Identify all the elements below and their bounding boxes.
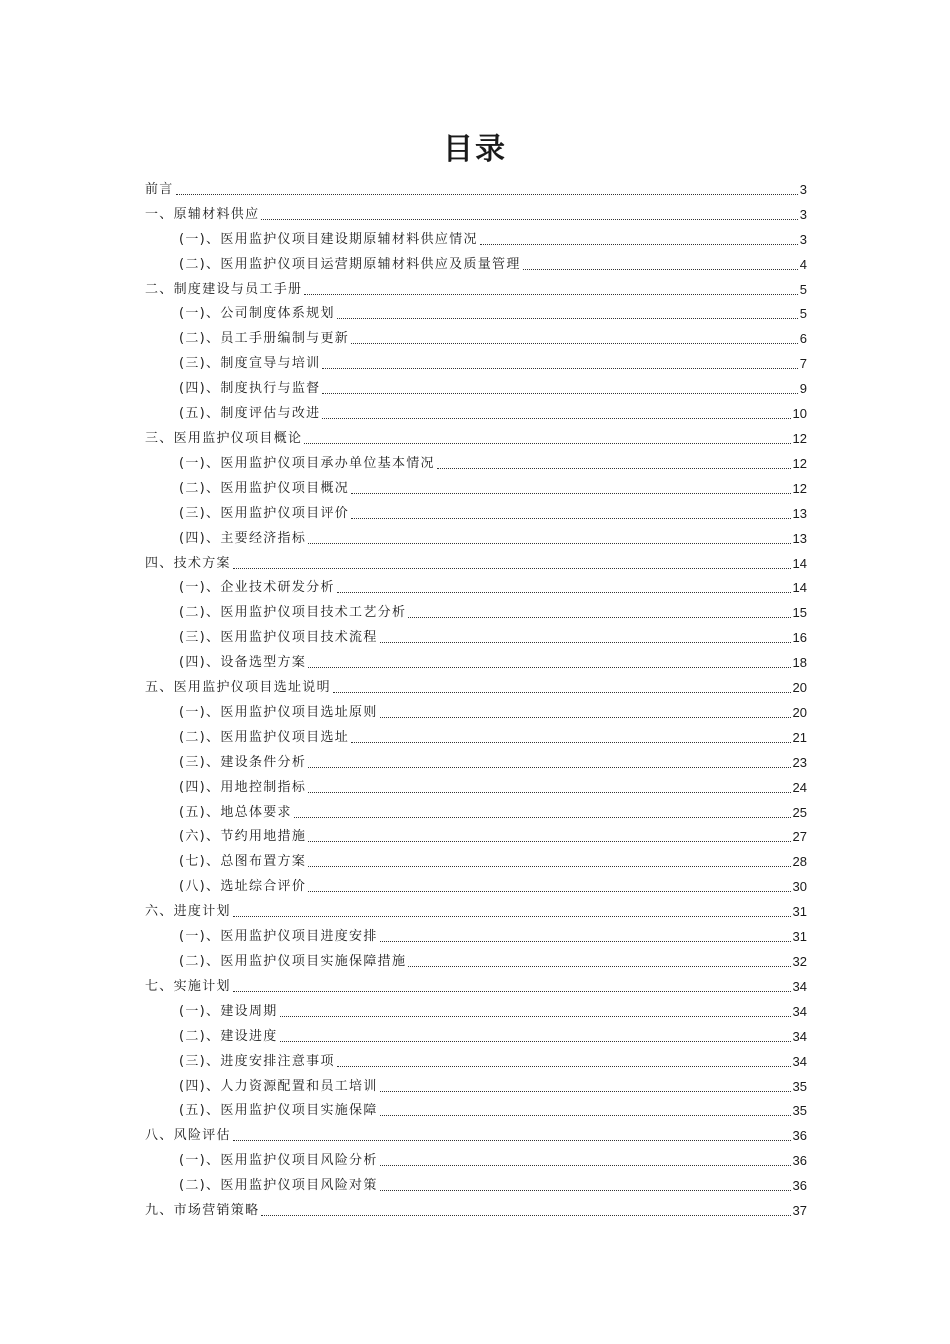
toc-dot-leader: [280, 1041, 791, 1042]
toc-entry-title: (二)、医用监护仪项目技术工艺分析: [179, 605, 407, 621]
toc-page-number: 31: [792, 904, 807, 920]
toc-entry-title: 一、原辅材料供应: [145, 206, 260, 222]
toc-subsection-entry[interactable]: [145, 1021, 807, 1046]
toc-subsection-entry[interactable]: [145, 523, 807, 548]
toc-page-number: 36: [792, 1178, 807, 1194]
toc-entry-title: (四)、设备选型方案: [179, 655, 307, 671]
toc-subsection-entry[interactable]: [145, 1071, 807, 1096]
toc-subsection-entry[interactable]: [145, 996, 807, 1021]
toc-dot-leader: [261, 219, 797, 220]
toc-dot-leader: [294, 817, 791, 818]
toc-dot-leader: [308, 792, 790, 793]
toc-page-number: 32: [792, 954, 807, 969]
toc-page-number: 34: [792, 1003, 807, 1019]
toc-entry-title: 八、风险评估: [145, 1128, 231, 1144]
toc-page-number: 3: [799, 206, 807, 222]
toc-page-number: 37: [792, 1203, 807, 1219]
toc-page-number: 36: [792, 1128, 807, 1144]
toc-page-number: 7: [799, 356, 807, 372]
toc-dot-leader: [233, 991, 791, 992]
toc-subsection-entry[interactable]: [145, 747, 807, 772]
toc-subsection-entry[interactable]: [145, 1145, 807, 1170]
toc-subsection-entry[interactable]: [145, 299, 807, 324]
toc-section-entry[interactable]: [145, 1195, 807, 1220]
toc-page-number: 34: [792, 1028, 807, 1044]
toc-title: 目录: [443, 132, 507, 167]
toc-entry-title: 九、市场营销策略: [145, 1203, 260, 1219]
toc-dot-leader: [351, 343, 798, 344]
toc-entry-title: 六、进度计划: [145, 904, 231, 920]
toc-entry-title: (一)、医用监护仪项目进度安排: [179, 929, 378, 945]
toc-dot-leader: [351, 518, 790, 519]
toc-subsection-entry[interactable]: [145, 647, 807, 672]
toc-subsection-entry[interactable]: [145, 772, 807, 797]
toc-section-entry[interactable]: [145, 672, 807, 697]
toc-section-entry[interactable]: [145, 896, 807, 921]
toc-page-number: 3: [799, 231, 807, 247]
toc-page-number: 31: [792, 929, 807, 945]
toc-dot-leader: [480, 244, 798, 245]
toc-dot-leader: [233, 568, 791, 569]
toc-entry-title: 二、制度建设与员工手册: [145, 281, 303, 297]
toc-page-number: 20: [792, 680, 807, 696]
toc-entry-title: (三)、建设条件分析: [179, 754, 307, 770]
toc-page-number: 23: [792, 754, 807, 770]
toc-dot-leader: [233, 1140, 791, 1141]
toc-section-entry[interactable]: [145, 548, 807, 573]
toc-page-number: 14: [792, 580, 807, 596]
toc-entry-title: (五)、制度评估与改进: [179, 406, 321, 422]
toc-subsection-entry[interactable]: [145, 373, 807, 398]
toc-entry-title: (七)、总图布置方案: [179, 854, 307, 870]
toc-subsection-entry[interactable]: [145, 822, 807, 847]
toc-entry-title: (二)、医用监护仪项目实施保障措施: [179, 954, 407, 969]
toc-dot-leader: [380, 1115, 791, 1116]
toc-page-number: 34: [792, 1053, 807, 1069]
toc-section-entry[interactable]: [145, 971, 807, 996]
toc-entry-title: 五、医用监护仪项目选址说明: [145, 680, 331, 696]
toc-entry-title: 四、技术方案: [145, 555, 231, 571]
toc-dot-leader: [333, 692, 791, 693]
toc-entry-title: (五)、地总体要求: [179, 804, 292, 820]
toc-entry-title: (八)、选址综合评价: [179, 879, 307, 895]
toc-entry-title: 前言: [145, 181, 174, 197]
toc-subsection-entry[interactable]: [145, 797, 807, 822]
toc-page-number: 4: [799, 256, 807, 272]
toc-dot-leader: [308, 667, 790, 668]
toc-dot-leader: [408, 617, 790, 618]
toc-page-number: 30: [792, 879, 807, 895]
toc-dot-leader: [176, 194, 798, 195]
toc-subsection-entry[interactable]: [145, 398, 807, 423]
toc-entry-title: (四)、主要经济指标: [179, 530, 307, 546]
toc-page-number: 5: [799, 306, 807, 322]
toc-entry-title: (三)、制度宣导与培训: [179, 356, 321, 372]
toc-dot-leader: [322, 418, 790, 419]
toc-subsection-entry[interactable]: [145, 921, 807, 946]
toc-subsection-entry[interactable]: [145, 871, 807, 896]
toc-subsection-entry[interactable]: [145, 573, 807, 598]
toc-entry-title: (四)、用地控制指标: [179, 779, 307, 795]
toc-subsection-entry[interactable]: [145, 249, 807, 274]
toc-entry-title: (一)、医用监护仪项目风险分析: [179, 1153, 378, 1169]
toc-subsection-entry[interactable]: [145, 473, 807, 498]
toc-page-number: 13: [792, 505, 807, 521]
toc-page-number: 6: [799, 331, 807, 347]
toc-entry-title: (一)、企业技术研发分析: [179, 580, 335, 596]
toc-page-number: 14: [792, 555, 807, 571]
toc-section-entry[interactable]: [145, 199, 807, 224]
toc-dot-leader: [322, 368, 797, 369]
toc-entry-title: (一)、公司制度体系规划: [179, 306, 335, 322]
toc-subsection-entry[interactable]: [145, 224, 807, 249]
toc-dot-leader: [380, 941, 791, 942]
toc-dot-leader: [380, 642, 791, 643]
toc-dot-leader: [322, 393, 797, 394]
toc-entry-title: (三)、医用监护仪项目评价: [179, 505, 350, 521]
toc-entry-title: (三)、医用监护仪项目技术流程: [179, 630, 378, 646]
toc-dot-leader: [380, 1190, 791, 1191]
toc-entry-title: (二)、员工手册编制与更新: [179, 331, 350, 347]
toc-section-entry[interactable]: [145, 1120, 807, 1145]
toc-subsection-entry[interactable]: [145, 697, 807, 722]
toc-page-number: 25: [792, 804, 807, 820]
toc-page-number: 35: [792, 1078, 807, 1094]
toc-page-number: 28: [792, 854, 807, 870]
toc-subsection-entry[interactable]: [145, 946, 807, 971]
toc-page-number: 3: [799, 181, 807, 197]
toc-dot-leader: [437, 468, 791, 469]
toc-dot-leader: [380, 1165, 791, 1166]
toc-list: [145, 174, 807, 1220]
toc-entry-title: (三)、进度安排注意事项: [179, 1053, 335, 1069]
toc-page-number: 16: [792, 630, 807, 646]
toc-page-number: 10: [792, 406, 807, 422]
toc-entry-title: (六)、节约用地措施: [179, 829, 307, 845]
toc-page-number: 13: [792, 530, 807, 546]
toc-page-number: 15: [792, 605, 807, 621]
toc-dot-leader: [408, 966, 790, 967]
toc-page-number: 36: [792, 1153, 807, 1169]
toc-section-entry[interactable]: [145, 174, 807, 199]
toc-dot-leader: [308, 543, 790, 544]
toc-page-number: 20: [792, 704, 807, 720]
toc-page-number: 27: [792, 829, 807, 845]
toc-page-number: 12: [792, 455, 807, 471]
toc-entry-title: (二)、建设进度: [179, 1028, 278, 1044]
toc-entry-title: (一)、医用监护仪项目承办单位基本情况: [179, 455, 435, 471]
toc-entry-title: (四)、人力资源配置和员工培训: [179, 1078, 378, 1094]
toc-entry-title: (一)、医用监护仪项目建设期原辅材料供应情况: [179, 231, 478, 247]
toc-subsection-entry[interactable]: [145, 597, 807, 622]
toc-dot-leader: [337, 318, 798, 319]
toc-entry-title: (二)、医用监护仪项目运营期原辅材料供应及质量管理: [179, 256, 521, 272]
toc-dot-leader: [308, 891, 790, 892]
toc-entry-title: 三、医用监护仪项目概论: [145, 430, 303, 446]
toc-entry-title: (二)、医用监护仪项目概况: [179, 480, 350, 496]
toc-page-number: 21: [792, 729, 807, 745]
toc-dot-leader: [308, 841, 790, 842]
toc-dot-leader: [523, 269, 798, 270]
toc-subsection-entry[interactable]: [145, 722, 807, 747]
toc-dot-leader: [233, 916, 791, 917]
toc-page-number: 34: [792, 978, 807, 994]
toc-section-entry[interactable]: [145, 274, 807, 299]
toc-entry-title: (四)、制度执行与监督: [179, 381, 321, 397]
toc-dot-leader: [261, 1215, 790, 1216]
toc-subsection-entry[interactable]: [145, 1096, 807, 1121]
toc-dot-leader: [304, 294, 797, 295]
toc-dot-leader: [380, 717, 791, 718]
toc-subsection-entry[interactable]: [145, 448, 807, 473]
toc-dot-leader: [351, 742, 790, 743]
toc-dot-leader: [280, 1016, 791, 1017]
toc-page-number: 24: [792, 779, 807, 795]
toc-dot-leader: [308, 767, 790, 768]
toc-dot-leader: [337, 592, 791, 593]
toc-entry-title: (五)、医用监护仪项目实施保障: [179, 1103, 378, 1119]
toc-entry-title: (一)、医用监护仪项目选址原则: [179, 704, 378, 720]
toc-dot-leader: [337, 1066, 791, 1067]
toc-entry-title: (二)、医用监护仪项目选址: [179, 729, 350, 745]
toc-subsection-entry[interactable]: [145, 498, 807, 523]
toc-section-entry[interactable]: [145, 423, 807, 448]
toc-dot-leader: [308, 866, 790, 867]
toc-subsection-entry[interactable]: [145, 1046, 807, 1071]
toc-page-number: 12: [792, 480, 807, 496]
toc-dot-leader: [304, 443, 790, 444]
toc-subsection-entry[interactable]: [145, 846, 807, 871]
toc-page-number: 18: [792, 655, 807, 671]
toc-subsection-entry[interactable]: [145, 323, 807, 348]
toc-subsection-entry[interactable]: [145, 1170, 807, 1195]
toc-page-number: 35: [792, 1103, 807, 1119]
toc-page-number: 12: [792, 430, 807, 446]
toc-entry-title: (一)、建设周期: [179, 1003, 278, 1019]
toc-entry-title: (二)、医用监护仪项目风险对策: [179, 1178, 378, 1194]
toc-page-number: 5: [799, 281, 807, 297]
toc-dot-leader: [380, 1091, 791, 1092]
toc-dot-leader: [351, 493, 790, 494]
toc-page-number: 9: [799, 381, 807, 397]
toc-subsection-entry[interactable]: [145, 348, 807, 373]
toc-subsection-entry[interactable]: [145, 622, 807, 647]
toc-entry-title: 七、实施计划: [145, 978, 231, 994]
